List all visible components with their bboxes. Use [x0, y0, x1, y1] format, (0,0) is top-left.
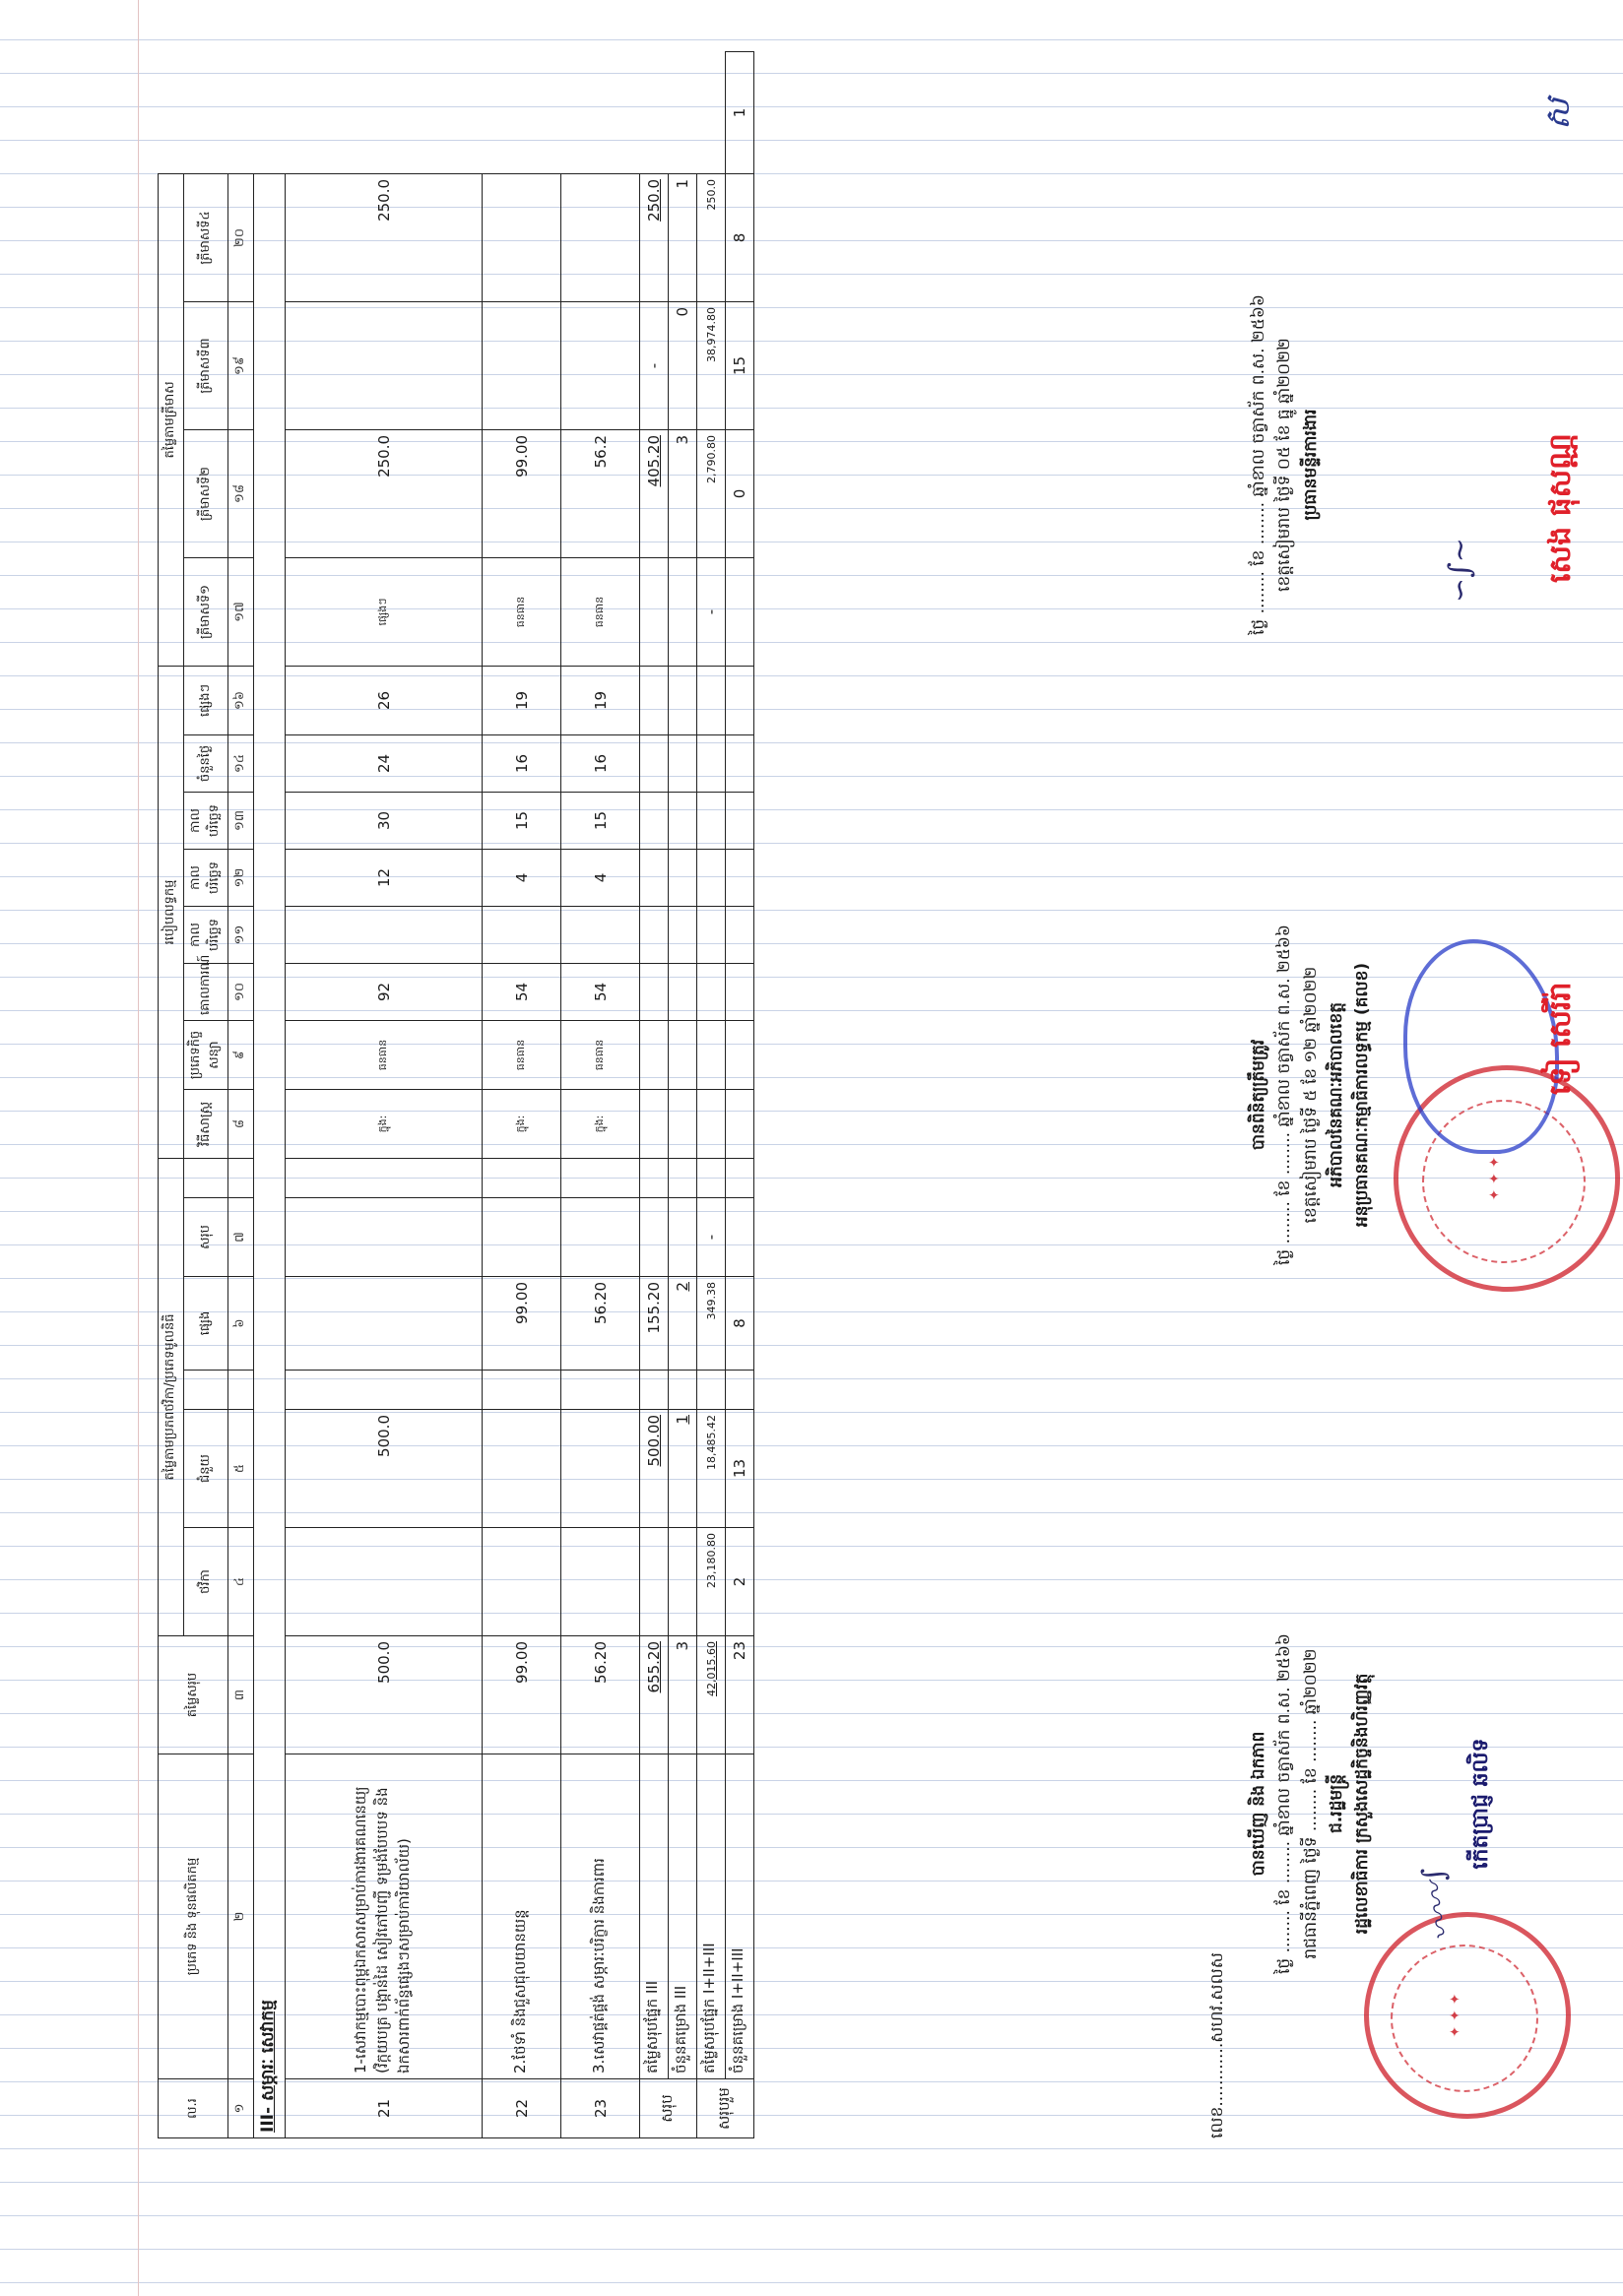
col-header-q4: ត្រីមាសទី៤ — [184, 173, 228, 301]
table-row — [483, 52, 561, 2138]
grand-count-row — [726, 52, 754, 2138]
col-header-proc-8: ផ្សេងៗ — [184, 666, 228, 734]
approval-middle-line3: ខេត្តសៀមរាប ថ្ងៃទី ៥ ខែ ១២ ឆ្នាំ២០២២ — [1300, 966, 1321, 1224]
signature-middle — [1403, 939, 1559, 1154]
col-number: ១២ — [228, 849, 254, 906]
row-cell — [697, 1158, 726, 1197]
col-header-budget-2: ជំនួយ — [184, 1410, 228, 1528]
grand-aid: 349.38 — [697, 1277, 726, 1371]
row-days-4: 24 — [286, 734, 483, 792]
grand-count-total: 23 — [726, 1636, 754, 1754]
approval-middle-line4: អភិបាលនៃគណៈអភិបាលខេត្ត — [1327, 1002, 1347, 1187]
row-days-4: 16 — [483, 734, 561, 792]
row-cell — [726, 906, 754, 963]
col-header-budget-extra — [184, 1158, 228, 1197]
count-total: 3 — [669, 1636, 697, 1754]
row-q2: 250.0 — [286, 429, 483, 557]
row-days-4: 16 — [561, 734, 640, 792]
grand-total-row-label: តម្លៃសរុបផ្នែក I+II+III — [697, 1754, 726, 2079]
row-description: 2.ថែទាំ និងជួសជុលយានយន្ត — [483, 1754, 561, 2079]
subtotal-row — [640, 52, 669, 2138]
col-header-no: ល.រ — [159, 2079, 228, 2138]
row-cell — [726, 963, 754, 1020]
row-q4 — [483, 173, 561, 301]
count-aid: 2 — [669, 1277, 697, 1371]
row-aid: 99.00 — [483, 1277, 561, 1371]
row-cell — [697, 906, 726, 963]
col-header-proc-2: ប្រភេទកិច្ចសន្យា — [184, 1020, 228, 1089]
col-number: ៨ — [228, 1089, 254, 1158]
col-number: ៣ — [228, 1636, 254, 1754]
row-cell — [697, 963, 726, 1020]
count-row-label: ចំនួនគម្រោង III — [669, 1754, 697, 2079]
subtotal-q2: 405.20 — [640, 429, 669, 557]
grand-count-q3: 8 — [726, 173, 754, 301]
grand-total-row — [697, 52, 726, 2138]
row-cell — [726, 1089, 754, 1158]
row-number: 23 — [561, 2079, 640, 2138]
row-q3 — [286, 301, 483, 429]
row-cell — [697, 1371, 726, 1410]
row-days-5: 26 — [286, 666, 483, 734]
row-cell — [726, 557, 754, 666]
row-cell — [561, 1198, 640, 1277]
col-number: ១៧ — [228, 557, 254, 666]
procurement-table-wrapper — [158, 12, 754, 2138]
row-other: ផ្សេងៗ — [286, 557, 483, 666]
table-row — [561, 52, 640, 2138]
row-number: 21 — [286, 2079, 483, 2138]
grand-q4: 250.0 — [697, 173, 726, 301]
col-number: ២០ — [228, 173, 254, 301]
col-number: ៧ — [228, 1198, 254, 1277]
col-number: ១៣ — [228, 792, 254, 849]
subtotal-row-label: តម្លៃសរុបផ្នែក III — [640, 1754, 669, 2079]
row-cell — [669, 1158, 697, 1197]
row-cell — [483, 1158, 561, 1197]
row-cell — [669, 557, 697, 666]
row-cell — [726, 1198, 754, 1277]
row-cell — [726, 1020, 754, 1089]
grand-other: - — [697, 1198, 726, 1277]
count-row — [669, 52, 697, 2138]
row-cell — [640, 849, 669, 906]
col-number: ២ — [228, 1754, 254, 2079]
row-cell — [726, 1371, 754, 1410]
grand-budget: 18,485.42 — [697, 1410, 726, 1528]
count-q4: 1 — [669, 173, 697, 301]
row-q2: 56.2 — [561, 429, 640, 557]
row-budget — [561, 1410, 640, 1528]
row-days-3: 30 — [286, 792, 483, 849]
col-header-budget-1: ថវិកា — [184, 1528, 228, 1636]
row-cell — [640, 906, 669, 963]
row-cell — [697, 1089, 726, 1158]
section-title: III- សម្ភារៈ សេវាកម្ម — [254, 173, 286, 2137]
grand-q1: - — [697, 557, 726, 666]
row-cell — [669, 963, 697, 1020]
row-days-1: 54 — [483, 963, 561, 1020]
row-cell — [640, 1158, 669, 1197]
approval-right-line2: ខេត្តសៀមរាប ថ្ងៃទី ០៥ ខែ ធ្នូ ឆ្នាំ២០២២ — [1274, 338, 1295, 592]
approval-right-name: សេង ផុសណ្ណ — [1543, 433, 1578, 583]
col-header-budget-4: សរុប — [184, 1198, 228, 1277]
row-cell — [286, 1528, 483, 1636]
count-q3: 0 — [669, 301, 697, 429]
row-method: ក្នុង: — [286, 1089, 483, 1158]
row-cell — [286, 1158, 483, 1197]
row-cell — [640, 734, 669, 792]
row-cell — [726, 792, 754, 849]
row-cell — [640, 1089, 669, 1158]
row-days-1: 92 — [286, 963, 483, 1020]
col-header-proc-4: កាលបរិច្ឆេទ — [184, 906, 228, 963]
subtotal-total: 655.20 — [640, 1636, 669, 1754]
row-cell — [640, 1371, 669, 1410]
row-budget: 500.0 — [286, 1410, 483, 1528]
column-number-row — [228, 52, 254, 2138]
row-days-5: 19 — [561, 666, 640, 734]
row-cell — [640, 1528, 669, 1636]
row-total: 56.20 — [561, 1636, 640, 1754]
signature-footer — [1207, 51, 1600, 2138]
col-number: ១៤ — [228, 734, 254, 792]
row-cell — [640, 557, 669, 666]
count-budget: 1 — [669, 1410, 697, 1528]
approval-middle-name: ទៀ សេរីរ៉ា — [1543, 982, 1578, 1095]
grand-q3: 38,974.80 — [697, 301, 726, 429]
col-number: ៤ — [228, 1528, 254, 1636]
row-cell — [669, 1198, 697, 1277]
row-cell — [697, 1020, 726, 1089]
row-contract: ធនធាន — [483, 1020, 561, 1089]
row-aid: 56.20 — [561, 1277, 640, 1371]
row-cell — [561, 1158, 640, 1197]
row-days-3: 15 — [561, 792, 640, 849]
row-cell — [286, 906, 483, 963]
col-header-total: តម្លៃសរុប — [159, 1636, 228, 1754]
row-cell — [640, 666, 669, 734]
row-cell — [697, 792, 726, 849]
row-cell — [669, 1371, 697, 1410]
col-header-q1: ត្រីមាសទី១ — [184, 557, 228, 666]
row-cell — [483, 1198, 561, 1277]
grand-count-q4: 1 — [726, 52, 754, 174]
row-cell — [640, 792, 669, 849]
col-number — [228, 1371, 254, 1410]
row-days-1: 54 — [561, 963, 640, 1020]
row-cell — [640, 1198, 669, 1277]
grand-count-aid: 8 — [726, 1277, 754, 1371]
approval-right-line3: ប្រធានមន្ទីរការងារ — [1300, 409, 1321, 521]
approval-left-line4: ជ.រដ្ឋមន្ត្រី — [1327, 1773, 1347, 1834]
handwritten-page-mark: ស — [1538, 97, 1578, 130]
signature-right: ∽∫~ — [1443, 538, 1477, 603]
grand-label: សរុបរួម — [697, 2079, 754, 2138]
row-cell — [669, 906, 697, 963]
col-header-budget-spacer — [184, 1371, 228, 1410]
col-group-budget: តម្លៃតាមប្រភពថវិកា/ប្រភេទមូលនិធិ — [159, 1158, 184, 1635]
col-number: ៥ — [228, 1410, 254, 1528]
approval-left-name: កើតប្រាជ្ញ ឆលិទ — [1467, 1738, 1493, 1870]
grand-count-budget: 13 — [726, 1410, 754, 1528]
subtotal-aid: 155.20 — [640, 1277, 669, 1371]
row-cell — [483, 906, 561, 963]
row-cell — [561, 906, 640, 963]
procurement-plan-table — [158, 51, 754, 2138]
row-total: 500.0 — [286, 1636, 483, 1754]
row-cell — [483, 1371, 561, 1410]
row-cell — [669, 1089, 697, 1158]
grand-count-q1: 0 — [726, 429, 754, 557]
row-aid — [286, 1277, 483, 1371]
document-reference: លេខ............សហវ.សលស — [1207, 1952, 1227, 2138]
grand-q2: 2,790.80 — [697, 429, 726, 557]
official-seal-left — [1364, 1912, 1571, 2119]
col-header-budget-3: ផ្សេង — [184, 1277, 228, 1371]
row-budget — [483, 1410, 561, 1528]
row-description: 3.សេវាផ្គត់ផ្គង់ សម្ភារៈបរិក្ខារ និងការពារ — [561, 1754, 640, 2079]
approval-middle-line2: ថ្ងៃ ........ ខែ ........ ឆ្នាំខាល ចត្វាស័ក ព.ស. ២៥៦៦ — [1274, 925, 1295, 1265]
approval-right-line1: ថ្ងៃ ........ ខែ ........ ឆ្នាំខាល ចត្វាស័ក ព.ស. ២៥៦៦ — [1249, 294, 1268, 635]
row-cell — [669, 1020, 697, 1089]
approval-left-line1: បានឃើញ និង ឯកភាព — [1249, 1731, 1268, 1877]
row-q4 — [561, 173, 640, 301]
approval-left-line2: ថ្ងៃ ........ ខែ ........ ឆ្នាំខាល ចត្វាស័ក ព.ស. ២៥៦៦ — [1274, 1633, 1295, 1974]
subtotal-label: សរុប — [640, 2079, 697, 2138]
seal-inner-ring — [1391, 1945, 1538, 2092]
row-other: ធនធាន — [483, 557, 561, 666]
row-cell — [561, 1371, 640, 1410]
row-cell — [669, 1528, 697, 1636]
row-q3 — [483, 301, 561, 429]
table-row — [286, 52, 483, 2138]
col-number: ១៩ — [228, 301, 254, 429]
col-header-description: ប្រភេទ និង ទុនផលិតកម្ម — [159, 1754, 228, 2079]
row-cell — [640, 1020, 669, 1089]
row-other: ធនធាន — [561, 557, 640, 666]
approval-middle-line5: អនុប្រធានគណៈកម្មាធិការលទ្ធកម្ម (គលខ) — [1352, 962, 1373, 1228]
row-method: ក្នុង: — [483, 1089, 561, 1158]
signature-left: 〰〰∫ — [1415, 1864, 1461, 1944]
approval-block-middle — [1246, 799, 1376, 1390]
col-number — [228, 1158, 254, 1197]
col-header-proc-5: កាលបរិច្ឆេទ — [184, 849, 228, 906]
row-method: ក្នុង: — [561, 1089, 640, 1158]
row-cell — [669, 792, 697, 849]
row-days-3: 15 — [483, 792, 561, 849]
col-header-proc-3: គោលការណ៍ — [184, 963, 228, 1020]
count-q2: 3 — [669, 429, 697, 557]
col-group-quarter: តម្លៃតាមត្រីមាស — [159, 173, 184, 666]
row-cell — [669, 849, 697, 906]
col-header-q3: ត្រីមាសទី៣ — [184, 301, 228, 429]
seal-emblem: ✦ ✦ ✦ — [1487, 1156, 1503, 1201]
grand-total: 42,015.60 — [697, 1636, 726, 1754]
approval-left-line3: រាជធានីភ្នំពេញ ថ្ងៃទី ........ ខែ ........ ឆ្នាំ២០២២ — [1300, 1648, 1321, 1959]
col-header-proc-6: កាលបរិច្ឆេទ — [184, 792, 228, 849]
row-cell — [726, 734, 754, 792]
col-number: ១៨ — [228, 429, 254, 557]
row-q3 — [561, 301, 640, 429]
row-number: 22 — [483, 2079, 561, 2138]
col-number: ៦ — [228, 1277, 254, 1371]
row-cell — [640, 963, 669, 1020]
row-cell — [726, 1158, 754, 1197]
row-days-5: 19 — [483, 666, 561, 734]
grand-count-row-label: ចំនួនគម្រោង I+II+III — [726, 1754, 754, 2079]
row-cell — [726, 849, 754, 906]
row-q4: 250.0 — [286, 173, 483, 301]
approval-left-line5: រដ្ឋលេខាធិការ ក្រសួងសេដ្ឋកិច្ចនិងហិរញ្ញវត្ថុ — [1352, 1673, 1373, 1935]
grand-col4: 23,180.80 — [697, 1528, 726, 1636]
subtotal-budget: 500.00 — [640, 1410, 669, 1528]
subtotal-q4: 250.0 — [640, 173, 669, 301]
row-cell — [669, 666, 697, 734]
section-title-row — [254, 52, 286, 2138]
row-cell — [697, 849, 726, 906]
row-days-2: 12 — [286, 849, 483, 906]
seal-emblem: ✦ ✦ ✦ — [1448, 1993, 1463, 2038]
row-days-2: 4 — [483, 849, 561, 906]
row-cell — [286, 1371, 483, 1410]
row-cell — [286, 1198, 483, 1277]
col-group-procurement: របៀបលទ្ធកម្ម — [159, 666, 184, 1158]
row-cell — [697, 666, 726, 734]
row-cell — [561, 1528, 640, 1636]
subtotal-q3: - — [640, 301, 669, 429]
col-number: ១១ — [228, 906, 254, 963]
approval-block-right — [1246, 209, 1324, 721]
row-days-2: 4 — [561, 849, 640, 906]
col-number: ១០ — [228, 963, 254, 1020]
row-q2: 99.00 — [483, 429, 561, 557]
col-number: ១៦ — [228, 666, 254, 734]
header-row-1 — [159, 52, 184, 2138]
row-contract: ធនធាន — [286, 1020, 483, 1089]
row-cell — [483, 1528, 561, 1636]
grand-count-col4: 2 — [726, 1528, 754, 1636]
col-header-proc-7: ចំនួនថ្ងៃ — [184, 734, 228, 792]
col-number: ១ — [228, 2079, 254, 2138]
approval-middle-line1: បានពិនិត្យត្រឹមត្រូវ — [1249, 1039, 1268, 1151]
row-total: 99.00 — [483, 1636, 561, 1754]
col-header-q2: ត្រីមាសទី២ — [184, 429, 228, 557]
col-header-proc-1: វិធីសាស្ត្រ — [184, 1089, 228, 1158]
row-contract: ធនធាន — [561, 1020, 640, 1089]
row-cell — [697, 734, 726, 792]
row-description: 1-សេវាកម្មបោះពុម្ពឯកសារសម្រាប់ការងារគណនេយ្យ (វិក្កយបត្រ បង្កាន់ដៃ សៀវភៅបញ្ជី ទម្រង់បែបបទ និងឯកសារពាក់ព័ន្ធផ្សេងៗសម្រាប់ការិយាល័យ) — [286, 1754, 483, 2079]
grand-count-q2: 15 — [726, 301, 754, 429]
col-number: ៩ — [228, 1020, 254, 1089]
row-cell — [726, 666, 754, 734]
row-cell — [669, 734, 697, 792]
